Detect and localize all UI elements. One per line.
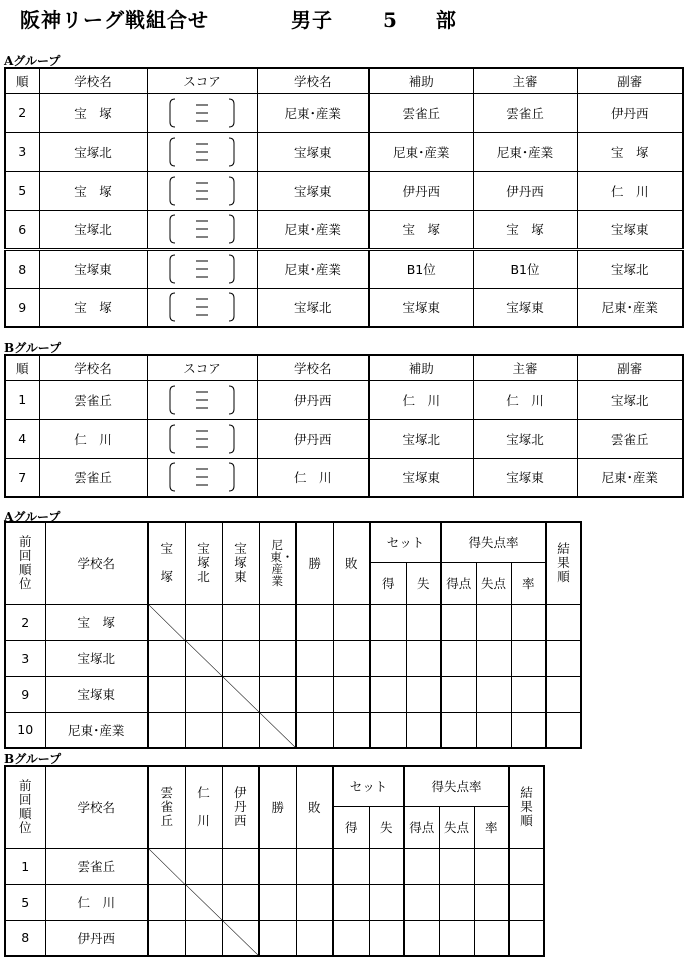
points-against-cell [439, 920, 474, 956]
team2-name: 尼東･産業 [257, 93, 369, 132]
gender-label: 男子 [290, 8, 333, 32]
points-against-cell [476, 604, 511, 640]
team1-name: 宝 塚 [39, 288, 147, 327]
match-order: 9 [5, 288, 39, 327]
referee-team: 宝塚東 [473, 288, 577, 327]
diagonal-cell [222, 676, 259, 712]
set-won-header: 得 [370, 562, 406, 604]
table-row [5, 676, 581, 712]
result-rank-header [546, 522, 581, 604]
assist-team: 尼東･産業 [369, 132, 473, 171]
column-header: 学校名 [257, 68, 369, 93]
standings-a-label: Aグループ [4, 510, 61, 524]
match-result-cell [185, 604, 222, 640]
table-row [5, 210, 683, 249]
table-header-row [5, 68, 683, 93]
points-for-cell [441, 640, 476, 676]
diagonal-cell [259, 712, 296, 748]
ratio-cell [474, 848, 509, 884]
team2-name: 尼東･産業 [257, 249, 369, 288]
loss-header: 敗 [296, 766, 333, 848]
prev-rank: 2 [5, 604, 45, 640]
set-header: セット [370, 522, 441, 562]
win-cell [296, 604, 333, 640]
team2-name: 尼東･産業 [257, 210, 369, 249]
referee-team: B1位 [473, 249, 577, 288]
division-label: 部 [435, 8, 457, 32]
loss-cell [333, 604, 370, 640]
sub-referee-team: 尼東･産業 [577, 288, 683, 327]
sub-referee-team: 宝 塚 [577, 132, 683, 171]
opponent-name: 宝塚東 [234, 541, 247, 585]
team1-name: 宝塚東 [39, 249, 147, 288]
division-number: 5 [382, 8, 398, 32]
school-name: 伊丹西 [45, 920, 148, 956]
result-rank-cell [509, 920, 544, 956]
score-brackets-icon [167, 253, 237, 285]
score-cell [147, 132, 257, 171]
table-row [5, 288, 683, 327]
score-brackets-icon [167, 213, 237, 245]
table-row [5, 380, 683, 419]
loss-cell [333, 640, 370, 676]
prev-rank-header [5, 766, 45, 848]
title-text: 阪神リーグ戦組合せ [20, 8, 209, 32]
loss-cell [296, 920, 333, 956]
match-order: 3 [5, 132, 39, 171]
match-result-cell [259, 640, 296, 676]
result-rank-header [509, 766, 544, 848]
column-header: 主審 [473, 355, 577, 380]
score-brackets-icon [167, 461, 237, 493]
ratio-cell [474, 884, 509, 920]
prev-rank: 5 [5, 884, 45, 920]
loss-cell [296, 848, 333, 884]
table-row [5, 419, 683, 458]
page-title [20, 4, 457, 33]
match-result-cell [259, 604, 296, 640]
assist-team: B1位 [369, 249, 473, 288]
sub-referee-team: 宝塚北 [577, 380, 683, 419]
points-against-cell [439, 884, 474, 920]
loss-cell [333, 712, 370, 748]
match-result-cell [222, 848, 259, 884]
sub-referee-team: 雲雀丘 [577, 419, 683, 458]
score-brackets-icon [167, 97, 237, 129]
score-brackets-icon [167, 136, 237, 168]
diagonal-line-icon [186, 885, 222, 920]
win-cell [259, 848, 296, 884]
table-row [5, 884, 544, 920]
referee-team: 宝塚北 [473, 419, 577, 458]
set-lost-header: 失 [406, 562, 441, 604]
opponent-name: 宝塚北 [197, 541, 210, 585]
prev-rank: 9 [5, 676, 45, 712]
match-order: 5 [5, 171, 39, 210]
table-row [5, 712, 581, 748]
schedule-b-table [4, 354, 684, 498]
prev-rank: 1 [5, 848, 45, 884]
points-against-cell [439, 848, 474, 884]
match-result-cell [259, 676, 296, 712]
set-lost-cell [406, 712, 441, 748]
table-header-row [5, 355, 683, 380]
match-order: 1 [5, 380, 39, 419]
match-result-cell [222, 604, 259, 640]
ratio-cell [511, 712, 546, 748]
points-for-cell [441, 676, 476, 712]
prev-rank: 10 [5, 712, 45, 748]
score-cell [147, 171, 257, 210]
opponent-column-header [185, 522, 222, 604]
win-cell [259, 920, 296, 956]
prev-rank: 8 [5, 920, 45, 956]
opponent-column-header [222, 522, 259, 604]
set-won-cell [370, 676, 406, 712]
match-result-cell [148, 640, 185, 676]
result-rank-cell [546, 640, 581, 676]
team1-name: 宝 塚 [39, 171, 147, 210]
column-header: 学校名 [39, 355, 147, 380]
ratio-header: 率 [511, 562, 546, 604]
match-order: 8 [5, 249, 39, 288]
loss-cell [333, 676, 370, 712]
referee-team: 宝塚東 [473, 458, 577, 497]
diagonal-cell [148, 604, 185, 640]
set-lost-cell [369, 848, 404, 884]
points-for-cell [404, 848, 439, 884]
school-header: 学校名 [45, 522, 148, 604]
column-header: 補助 [369, 68, 473, 93]
set-won-cell [370, 604, 406, 640]
assist-team: 宝塚東 [369, 458, 473, 497]
assist-team: 宝 塚 [369, 210, 473, 249]
table-row [5, 920, 544, 956]
standings-b-label: Bグループ [4, 752, 62, 766]
sub-referee-team: 仁 川 [577, 171, 683, 210]
result-rank-text: 結果順 [520, 785, 533, 829]
assist-team: 雲雀丘 [369, 93, 473, 132]
set-won-header: 得 [333, 806, 369, 848]
standings-b-table [4, 765, 545, 957]
point-ratio-header: 得失点率 [404, 766, 509, 806]
set-won-cell [333, 920, 369, 956]
team1-name: 雲雀丘 [39, 380, 147, 419]
referee-team: 伊丹西 [473, 171, 577, 210]
match-result-cell [185, 676, 222, 712]
set-lost-cell [406, 676, 441, 712]
sub-referee-team: 尼東･産業 [577, 458, 683, 497]
match-order: 6 [5, 210, 39, 249]
loss-header: 敗 [333, 522, 370, 604]
diagonal-line-icon [149, 605, 185, 640]
score-brackets-icon [167, 423, 237, 455]
set-won-cell [333, 884, 369, 920]
opponent-name: 尼東・産業 [270, 537, 294, 588]
match-order: 4 [5, 419, 39, 458]
prev-rank-text: 前回順位 [18, 534, 32, 592]
school-name: 雲雀丘 [45, 848, 148, 884]
opponent-column-header [148, 522, 185, 604]
match-result-cell [222, 884, 259, 920]
result-rank-cell [509, 884, 544, 920]
prev-rank-text: 前回順位 [18, 778, 32, 836]
win-header: 勝 [259, 766, 296, 848]
score-cell [147, 249, 257, 288]
diagonal-cell [185, 640, 222, 676]
score-cell [147, 93, 257, 132]
column-header: 主審 [473, 68, 577, 93]
column-header: 補助 [369, 355, 473, 380]
score-brackets-icon [167, 384, 237, 416]
opponent-name: 仁川 [197, 785, 210, 829]
column-header: 学校名 [257, 355, 369, 380]
diagonal-cell [185, 884, 222, 920]
column-header: 順 [5, 355, 39, 380]
table-row [5, 93, 683, 132]
set-won-cell [370, 640, 406, 676]
sub-referee-team: 宝塚北 [577, 249, 683, 288]
match-order: 7 [5, 458, 39, 497]
result-rank-cell [546, 676, 581, 712]
diagonal-line-icon [223, 921, 259, 956]
score-cell [147, 458, 257, 497]
team2-name: 伊丹西 [257, 419, 369, 458]
schedule-b-label: Bグループ [4, 341, 62, 355]
ratio-header: 率 [474, 806, 509, 848]
team1-name: 宝 塚 [39, 93, 147, 132]
score-brackets-icon [167, 291, 237, 323]
loss-cell [296, 884, 333, 920]
school-name: 宝 塚 [45, 604, 148, 640]
diagonal-line-icon [260, 713, 296, 748]
win-cell [259, 884, 296, 920]
diagonal-cell [222, 920, 259, 956]
points-for-header: 得点 [404, 806, 439, 848]
result-rank-cell [546, 604, 581, 640]
column-header: スコア [147, 68, 257, 93]
schedule-a-label: Aグループ [4, 54, 61, 68]
points-for-cell [404, 920, 439, 956]
points-against-header: 失点 [439, 806, 474, 848]
diagonal-cell [148, 848, 185, 884]
ratio-cell [511, 604, 546, 640]
points-for-cell [441, 604, 476, 640]
table-row [5, 171, 683, 210]
match-result-cell [222, 640, 259, 676]
win-cell [296, 676, 333, 712]
set-lost-cell [406, 604, 441, 640]
score-cell [147, 210, 257, 249]
match-result-cell [185, 848, 222, 884]
school-name: 尼東･産業 [45, 712, 148, 748]
point-ratio-header: 得失点率 [441, 522, 546, 562]
standings-a-table [4, 521, 582, 749]
team2-name: 伊丹西 [257, 380, 369, 419]
opponent-name: 伊丹西 [233, 785, 247, 829]
team1-name: 宝塚北 [39, 132, 147, 171]
set-won-cell [370, 712, 406, 748]
diagonal-line-icon [186, 641, 222, 676]
points-against-cell [476, 640, 511, 676]
result-rank-cell [546, 712, 581, 748]
school-name: 宝塚北 [45, 640, 148, 676]
match-result-cell [185, 712, 222, 748]
opponent-column-header [185, 766, 222, 848]
referee-team: 宝 塚 [473, 210, 577, 249]
team2-name: 宝塚東 [257, 171, 369, 210]
match-result-cell [148, 884, 185, 920]
team2-name: 仁 川 [257, 458, 369, 497]
column-header: 副審 [577, 355, 683, 380]
result-rank-text: 結果順 [557, 541, 570, 585]
schedule-a-table [4, 67, 684, 328]
opponent-column-header [259, 522, 296, 604]
prev-rank-header [5, 522, 45, 604]
score-cell [147, 419, 257, 458]
score-brackets-icon [167, 175, 237, 207]
table-row [5, 640, 581, 676]
school-name: 宝塚東 [45, 676, 148, 712]
opponent-name: 雲雀丘 [160, 785, 173, 829]
result-rank-cell [509, 848, 544, 884]
win-header: 勝 [296, 522, 333, 604]
score-cell [147, 380, 257, 419]
table-row [5, 848, 544, 884]
column-header: スコア [147, 355, 257, 380]
referee-team: 雲雀丘 [473, 93, 577, 132]
set-lost-header: 失 [369, 806, 404, 848]
referee-team: 仁 川 [473, 380, 577, 419]
team1-name: 宝塚北 [39, 210, 147, 249]
match-result-cell [148, 712, 185, 748]
column-header: 副審 [577, 68, 683, 93]
column-header: 学校名 [39, 68, 147, 93]
ratio-cell [511, 640, 546, 676]
set-header: セット [333, 766, 404, 806]
points-for-cell [441, 712, 476, 748]
sub-referee-team: 伊丹西 [577, 93, 683, 132]
match-result-cell [185, 920, 222, 956]
team2-name: 宝塚北 [257, 288, 369, 327]
opponent-name: 宝塚 [160, 541, 173, 585]
set-lost-cell [369, 884, 404, 920]
table-row [5, 132, 683, 171]
team1-name: 仁 川 [39, 419, 147, 458]
prev-rank: 3 [5, 640, 45, 676]
table-row [5, 249, 683, 288]
points-against-cell [476, 712, 511, 748]
match-result-cell [148, 676, 185, 712]
score-cell [147, 288, 257, 327]
sub-referee-team: 宝塚東 [577, 210, 683, 249]
points-against-cell [476, 676, 511, 712]
points-for-cell [404, 884, 439, 920]
table-header-row [5, 522, 581, 562]
assist-team: 伊丹西 [369, 171, 473, 210]
table-header-row [5, 766, 544, 806]
opponent-column-header [222, 766, 259, 848]
points-against-header: 失点 [476, 562, 511, 604]
assist-team: 仁 川 [369, 380, 473, 419]
team1-name: 雲雀丘 [39, 458, 147, 497]
win-cell [296, 712, 333, 748]
diagonal-line-icon [149, 849, 185, 884]
school-header: 学校名 [45, 766, 148, 848]
ratio-cell [511, 676, 546, 712]
match-order: 2 [5, 93, 39, 132]
team2-name: 宝塚東 [257, 132, 369, 171]
assist-team: 宝塚北 [369, 419, 473, 458]
points-for-header: 得点 [441, 562, 476, 604]
column-header: 順 [5, 68, 39, 93]
ratio-cell [474, 920, 509, 956]
set-lost-cell [369, 920, 404, 956]
opponent-column-header [148, 766, 185, 848]
diagonal-line-icon [223, 677, 259, 712]
table-row [5, 604, 581, 640]
assist-team: 宝塚東 [369, 288, 473, 327]
referee-team: 尼東･産業 [473, 132, 577, 171]
win-cell [296, 640, 333, 676]
match-result-cell [148, 920, 185, 956]
table-row [5, 458, 683, 497]
school-name: 仁 川 [45, 884, 148, 920]
match-result-cell [222, 712, 259, 748]
set-won-cell [333, 848, 369, 884]
set-lost-cell [406, 640, 441, 676]
